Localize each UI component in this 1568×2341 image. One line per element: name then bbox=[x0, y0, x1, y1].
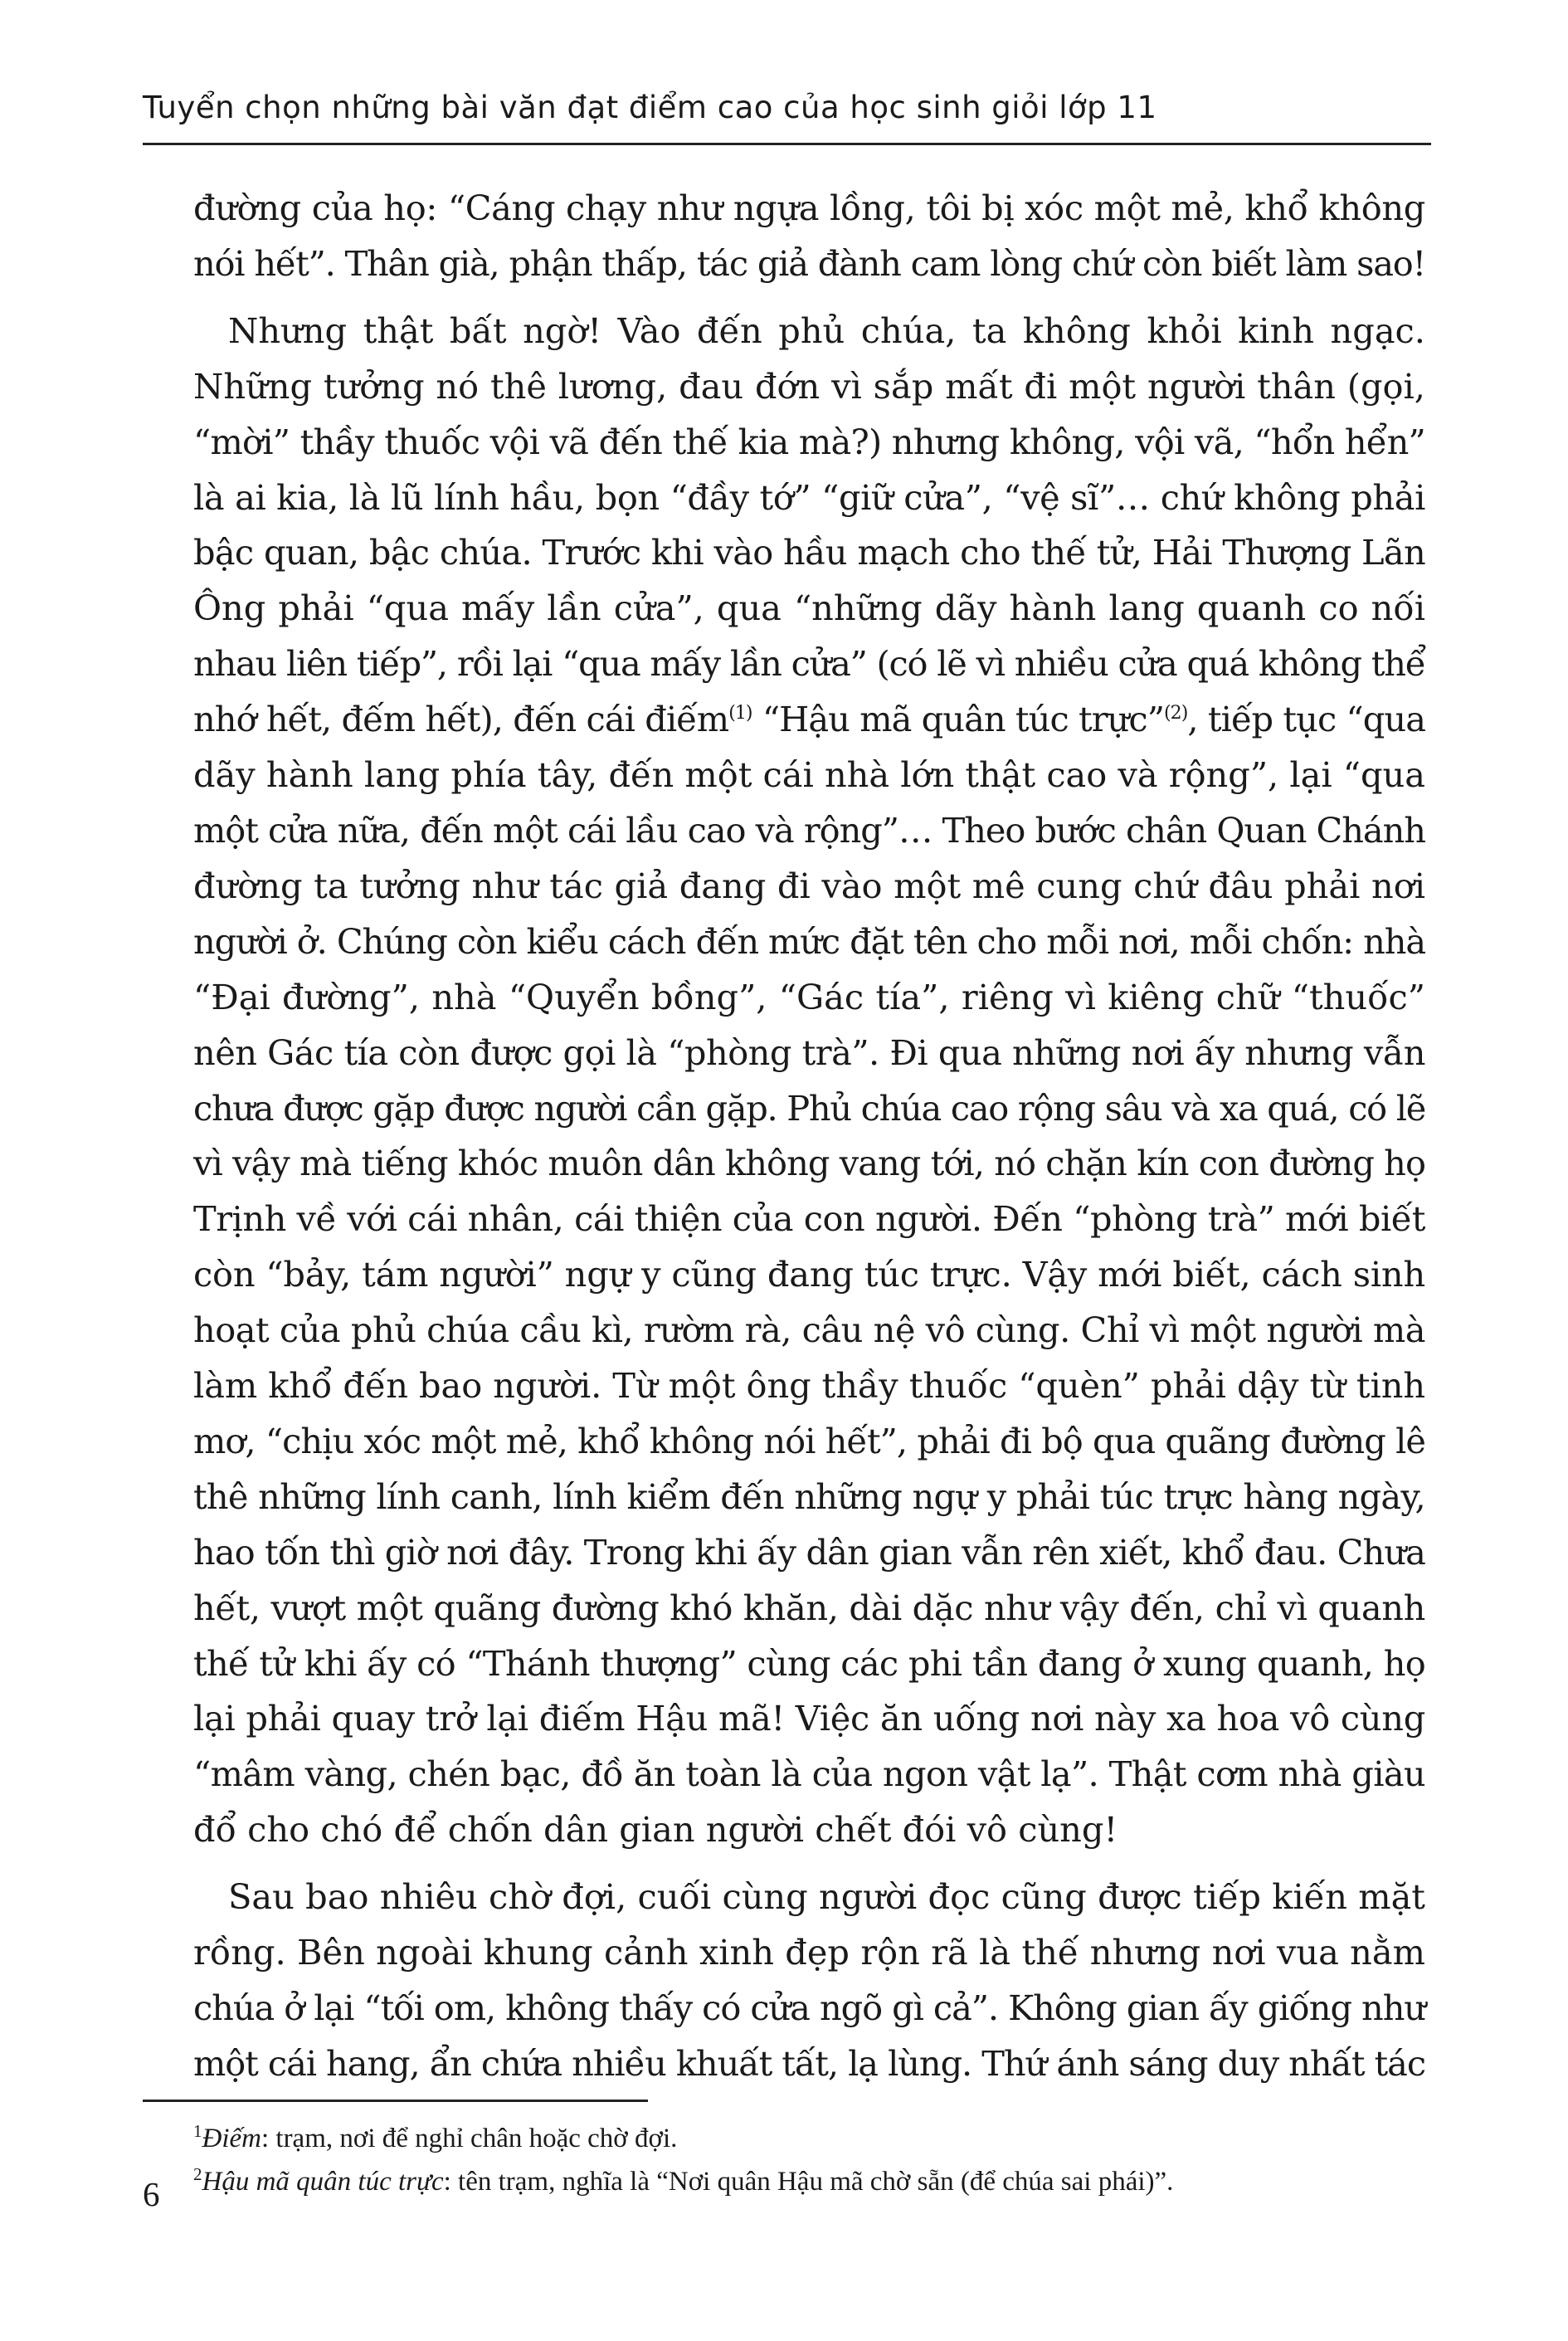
footnote-ref-1: (1) bbox=[728, 703, 752, 724]
text-line: làm khổ đến bao người. Từ một ông thầy thuốc “quèn” phải dậy từ tinh bbox=[193, 1365, 1425, 1407]
text-line: bậc quan, bậc chúa. Trước khi vào hầu mạch cho thế tử, Hải Thượng Lãn bbox=[193, 532, 1425, 573]
footnote-text: : tên trạm, nghĩa là “Nơi quân Hậu mã chờ sẵn (để chúa sai phái)”. bbox=[443, 2167, 1174, 2197]
text-line: nói hết”. Thân già, phận thấp, tác giả đành cam lòng chứ còn biết làm sao! bbox=[193, 242, 1425, 284]
text-line: mơ, “chịu xóc một mẻ, khổ không nói hết”, phải đi bộ qua quãng đường lê bbox=[193, 1420, 1425, 1461]
paragraph-3 bbox=[193, 1870, 1425, 2092]
footnote-ref-2: (2) bbox=[1164, 703, 1188, 724]
text-line: chưa được gặp được người cần gặp. Phủ chúa cao rộng sâu và xa quá, có lẽ bbox=[193, 1087, 1425, 1129]
text-line: Sau bao nhiêu chờ đợi, cuối cùng người đọc cũng được tiếp kiến mặt bbox=[228, 1876, 1425, 1918]
text-line: nhau liên tiếp”, rồi lại “qua mấy lần cửa” (có lẽ vì nhiều cửa quá không thể bbox=[193, 643, 1425, 685]
footnote-1 bbox=[193, 2114, 1173, 2157]
footnote-text: : trạm, nơi để nghỉ chân hoặc chờ đợi. bbox=[261, 2124, 678, 2153]
text-line: “mời” thầy thuốc vội vã đến thế kia mà?) nhưng không, vội vã, “hổn hển” bbox=[193, 421, 1425, 462]
text-line: Những tưởng nó thê lương, đau đớn vì sắp mất đi một người thân (gọi, bbox=[193, 365, 1425, 407]
text-line: vì vậy mà tiếng khóc muôn dân không vang tới, nó chặn kín con đường họ bbox=[193, 1143, 1425, 1184]
text-line: Nhưng thật bất ngờ! Vào đến phủ chúa, ta không khỏi kinh ngạc. bbox=[228, 310, 1425, 351]
text-line: Ông phải “qua mấy lần cửa”, qua “những dãy hành lang quanh co nối bbox=[193, 588, 1425, 629]
text-line: còn “bảy, tám người” ngự y cũng đang túc trực. Vậy mới biết, cách sinh bbox=[193, 1254, 1425, 1295]
footnote-term: Điếm bbox=[202, 2124, 261, 2153]
text-line: chúa ở lại “tối om, không thấy có cửa ngõ gì cả”. Không gian ấy giống như bbox=[193, 1987, 1425, 2028]
text-segment: “Hậu mã quân túc trực” bbox=[752, 699, 1165, 740]
text-line: một cái hang, ẩn chứa nhiều khuất tất, lạ lùng. Thứ ánh sáng duy nhất tác bbox=[193, 2042, 1425, 2084]
footnote-separator bbox=[143, 2100, 648, 2102]
text-line: thế tử khi ấy có “Thánh thượng” cùng các phi tần đang ở xung quanh, họ bbox=[193, 1642, 1425, 1684]
running-header: Tuyển chọn những bài văn đạt điểm cao của học sinh giỏi lớp 11 bbox=[143, 90, 1157, 125]
text-line: thê những lính canh, lính kiểm đến những ngự y phải túc trực hàng ngày, bbox=[193, 1475, 1425, 1517]
text-line: hoạt của phủ chúa cầu kì, rườm rà, câu nệ vô cùng. Chỉ vì một người mà bbox=[193, 1309, 1425, 1351]
text-segment: nhớ hết, đếm hết), đến cái điếm bbox=[193, 699, 729, 740]
text-line: lại phải quay trở lại điếm Hậu mã! Việc ăn uống nơi này xa hoa vô cùng bbox=[193, 1698, 1425, 1739]
text-line: một cửa nữa, đến một cái lầu cao và rộng”… Theo bước chân Quan Chánh bbox=[193, 809, 1425, 851]
text-line: hao tốn thì giờ nơi đây. Trong khi ấy dân gian vẫn rên xiết, khổ đau. Chưa bbox=[193, 1531, 1425, 1573]
text-line: Trịnh về với cái nhân, cái thiện của con người. Đến “phòng trà” mới biết bbox=[193, 1198, 1425, 1240]
text-line: hết, vượt một quãng đường khó khăn, dài dặc như vậy đến, chỉ vì quanh bbox=[193, 1587, 1425, 1628]
body-text bbox=[193, 181, 1425, 2092]
paragraph-2 bbox=[193, 304, 1425, 1858]
text-line: nên Gác tía còn được gọi là “phòng trà”. Đi qua những nơi ấy nhưng vẫn bbox=[193, 1032, 1425, 1073]
text-line: là ai kia, là lũ lính hầu, bọn “đầy tớ” “giữ cửa”, “vệ sĩ”… chứ không phải bbox=[193, 476, 1425, 518]
footnote-number: 2 bbox=[193, 2164, 202, 2184]
text-line: rồng. Bên ngoài khung cảnh xinh đẹp rộn rã là thế nhưng nơi vua nằm bbox=[193, 1932, 1425, 1973]
text-line: đường ta tưởng như tác giả đang đi vào một mê cung chứ đâu phải nơi bbox=[193, 865, 1425, 906]
footnote-number: 1 bbox=[193, 2121, 202, 2141]
text-line: “mâm vàng, chén bạc, đồ ăn toàn là của ngon vật lạ”. Thật cơm nhà giàu bbox=[193, 1753, 1425, 1795]
footnote-term: Hậu mã quân túc trực bbox=[202, 2167, 444, 2197]
text-line: đường của họ: “Cáng chạy như ngựa lồng, tôi bị xóc một mẻ, khổ không bbox=[193, 188, 1425, 228]
text-line: dãy hành lang phía tây, đến một cái nhà lớn thật cao và rộng”, lại “qua bbox=[193, 754, 1425, 796]
paragraph-1 bbox=[193, 181, 1425, 292]
text-line: đổ cho chó để chốn dân gian người chết đói vô cùng! bbox=[193, 1809, 1118, 1851]
text-line-with-footnote-refs bbox=[193, 692, 1425, 748]
text-line: người ở. Chúng còn kiểu cách đến mức đặt tên cho mỗi nơi, mỗi chốn: nhà bbox=[193, 920, 1425, 962]
text-line: “Đại đường”, nhà “Quyển bồng”, “Gác tía”, riêng vì kiêng chữ “thuốc” bbox=[193, 976, 1425, 1017]
footnote-2 bbox=[193, 2157, 1173, 2200]
footnotes bbox=[193, 2114, 1173, 2200]
page-number: 6 bbox=[143, 2175, 160, 2213]
text-segment: , tiếp tục “qua bbox=[1187, 699, 1426, 740]
header-rule bbox=[143, 143, 1431, 145]
